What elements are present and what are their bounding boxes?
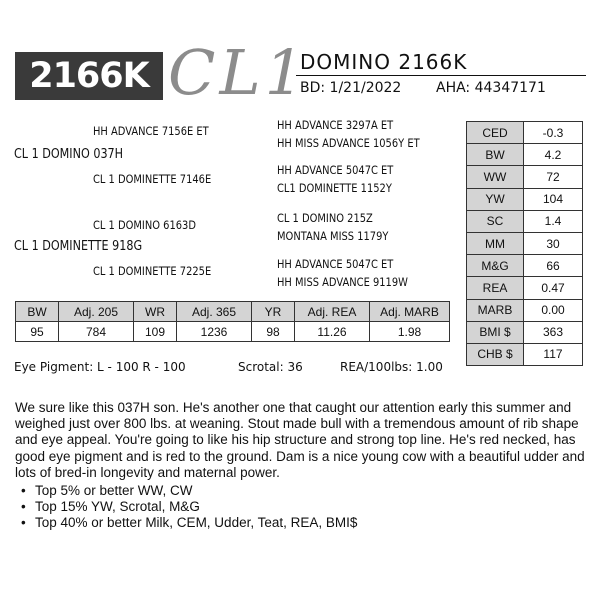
performance-header: WR — [134, 302, 177, 322]
epd-value: 0.47 — [524, 277, 583, 299]
epd-label: CED — [467, 122, 524, 144]
highlights-list — [15, 483, 587, 532]
pedigree-dam-sire: CL 1 DOMINO 6163D — [93, 218, 196, 232]
pedigree-sire-dam-dam: CL1 DOMINETTE 1152Y — [277, 181, 392, 195]
description-block — [15, 400, 587, 532]
epd-label: WW — [467, 166, 524, 188]
epd-row — [467, 277, 583, 299]
performance-value: 109 — [134, 322, 177, 342]
epd-label: MARB — [467, 299, 524, 321]
epd-value: 363 — [524, 321, 583, 343]
pedigree-dam-sire-sire: CL 1 DOMINO 215Z — [277, 211, 373, 225]
pedigree-dam-sire-dam: MONTANA MISS 1179Y — [277, 229, 389, 243]
epd-row — [467, 299, 583, 321]
epd-row — [467, 166, 583, 188]
pedigree-dam-dam-sire: HH ADVANCE 5047C ET — [277, 257, 394, 271]
performance-value: 95 — [16, 322, 59, 342]
epd-row — [467, 210, 583, 232]
performance-header: BW — [16, 302, 59, 322]
epd-table — [466, 121, 583, 366]
epd-label: REA — [467, 277, 524, 299]
pedigree-dam-dam-dam: HH MISS ADVANCE 9119W — [277, 275, 408, 289]
epd-row — [467, 232, 583, 254]
epd-value: 104 — [524, 188, 583, 210]
performance-header: Adj. 205 — [59, 302, 134, 322]
epd-label: M&G — [467, 255, 524, 277]
performance-value: 784 — [59, 322, 134, 342]
performance-value: 98 — [252, 322, 295, 342]
rea-per-100lbs: REA/100lbs: 1.00 — [340, 360, 443, 374]
registration-number: AHA: 44347171 — [436, 80, 546, 96]
performance-value: 1.98 — [370, 322, 450, 342]
epd-row — [467, 122, 583, 144]
epd-label: MM — [467, 232, 524, 254]
epd-row — [467, 343, 583, 365]
pedigree-dam-dam: CL 1 DOMINETTE 7225E — [93, 264, 212, 278]
performance-header: Adj. MARB — [370, 302, 450, 322]
epd-row — [467, 144, 583, 166]
epd-value: 1.4 — [524, 210, 583, 232]
epd-value: 0.00 — [524, 299, 583, 321]
performance-value: 1236 — [177, 322, 252, 342]
performance-value-row — [16, 322, 450, 342]
lot-number-badge: 2166K — [15, 52, 163, 100]
epd-value: -0.3 — [524, 122, 583, 144]
bull-name: DOMINO 2166K — [300, 50, 468, 74]
pedigree-sire-sire-sire: HH ADVANCE 3297A ET — [277, 118, 394, 132]
pedigree-sire-sire: HH ADVANCE 7156E ET — [93, 124, 209, 138]
pedigree-sire-dam: CL 1 DOMINETTE 7146E — [93, 172, 212, 186]
description-paragraph: We sure like this 037H son. He's another one that caught our attention early this summer and weighed just over 800 lbs. at weaning. Stout made bull with a tremendous amount of rib shape and eye appeal. You're going to like his hip structure and strong top line. He's red necked, has good eye pigment and is red to the ground. Dam is a nice young cow with a beautiful udder and lots of bred-in longevity and maternal power. — [15, 400, 585, 480]
pedigree-dam: CL 1 DOMINETTE 918G — [14, 239, 143, 254]
epd-label: YW — [467, 188, 524, 210]
scrotal-measure: Scrotal: 36 — [238, 360, 303, 374]
epd-label: CHB $ — [467, 343, 524, 365]
performance-value: 11.26 — [295, 322, 370, 342]
epd-value: 72 — [524, 166, 583, 188]
epd-value: 4.2 — [524, 144, 583, 166]
birth-date: BD: 1/21/2022 — [300, 80, 402, 96]
epd-row — [467, 321, 583, 343]
pedigree-sire-sire-dam: HH MISS ADVANCE 1056Y ET — [277, 136, 420, 150]
pedigree-sire-dam-sire: HH ADVANCE 5047C ET — [277, 163, 394, 177]
epd-value: 117 — [524, 343, 583, 365]
epd-label: BW — [467, 144, 524, 166]
epd-value: 66 — [524, 255, 583, 277]
performance-header: Adj. 365 — [177, 302, 252, 322]
performance-header: Adj. REA — [295, 302, 370, 322]
epd-label: BMI $ — [467, 321, 524, 343]
epd-row — [467, 255, 583, 277]
performance-header-row — [16, 302, 450, 322]
eye-pigment: Eye Pigment: L - 100 R - 100 — [14, 360, 186, 374]
performance-header: YR — [252, 302, 295, 322]
list-item: • Top 15% YW, Scrotal, M&G — [35, 499, 587, 515]
epd-row — [467, 188, 583, 210]
header-divider — [296, 75, 586, 76]
pedigree-sire: CL 1 DOMINO 037H — [14, 147, 124, 162]
list-item: • Top 40% or better Milk, CEM, Udder, Teat, REA, BMI$ — [35, 515, 587, 531]
epd-label: SC — [467, 210, 524, 232]
list-item: • Top 5% or better WW, CW — [35, 483, 587, 499]
performance-table — [15, 301, 450, 342]
epd-value: 30 — [524, 232, 583, 254]
brand-mark: CL1 — [168, 36, 309, 109]
